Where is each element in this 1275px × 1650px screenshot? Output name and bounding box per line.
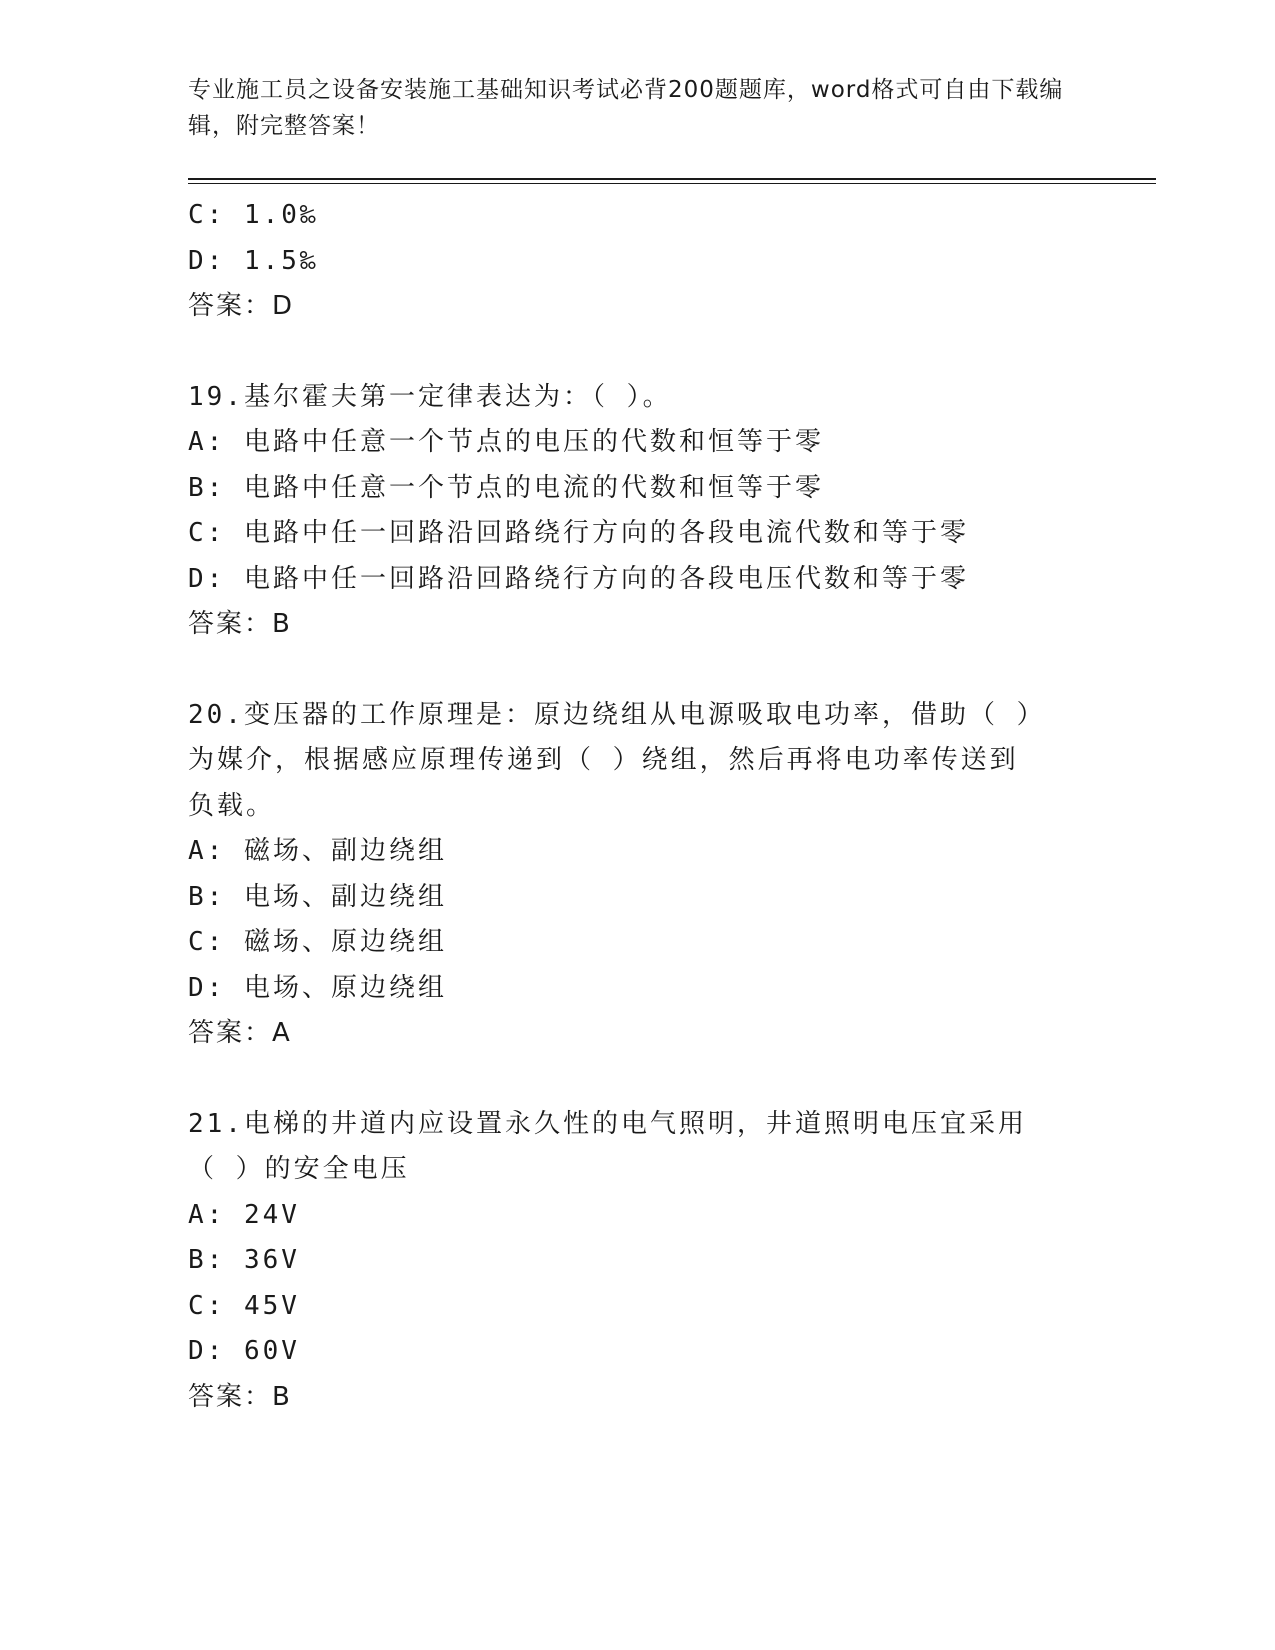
answer-line: 答案：A [188, 1018, 292, 1048]
document-body [188, 193, 1088, 1420]
option-a: A: 磁场、副边绕组 [188, 836, 447, 866]
option-c: C: 1.0‰ [188, 200, 319, 230]
question-stem: 21.电梯的井道内应设置永久性的电气照明，井道照明电压宜采用（ ）的安全电压 [188, 1108, 1027, 1184]
question-20 [188, 693, 1088, 1057]
option-c: C: 电路中任一回路沿回路绕行方向的各段电流代数和等于零 [188, 518, 969, 548]
option-a: A: 24V [188, 1199, 300, 1230]
option-d: D: 1.5‰ [188, 245, 319, 276]
option-c: C: 磁场、原边绕组 [188, 927, 447, 957]
option-a: A: 电路中任意一个节点的电压的代数和恒等于零 [188, 427, 824, 457]
header-divider-thin [188, 183, 1156, 184]
page-header [188, 72, 1088, 144]
header-divider [188, 178, 1156, 180]
question-21 [188, 1102, 1088, 1421]
question-stem: 20.变压器的工作原理是：原边绕组从电源吸取电功率，借助（ ）为媒介，根据感应原理传递到（ ）绕组，然后再将电功率传送到负载。 [188, 699, 1046, 821]
answer-line: 答案：D [188, 291, 295, 321]
question-19 [188, 375, 1088, 648]
option-d: D: 60V [188, 1336, 300, 1366]
question-stem: 19.基尔霍夫第一定律表达为：（ ）。 [188, 381, 672, 412]
option-c: C: 45V [188, 1290, 300, 1321]
option-b: B: 电路中任意一个节点的电流的代数和恒等于零 [188, 472, 824, 503]
option-b: B: 36V [188, 1245, 300, 1275]
header-title: 专业施工员之设备安装施工基础知识考试必背200题题库，word格式可自由下载编辑，附完整答案！ [188, 77, 1064, 139]
answer-line: 答案：B [188, 609, 292, 639]
question-fragment [188, 193, 1088, 330]
answer-line: 答案：B [188, 1381, 292, 1412]
option-b: B: 电场、副边绕组 [188, 881, 447, 912]
option-d: D: 电路中任一回路沿回路绕行方向的各段电压代数和等于零 [188, 563, 969, 594]
option-d: D: 电场、原边绕组 [188, 972, 447, 1003]
